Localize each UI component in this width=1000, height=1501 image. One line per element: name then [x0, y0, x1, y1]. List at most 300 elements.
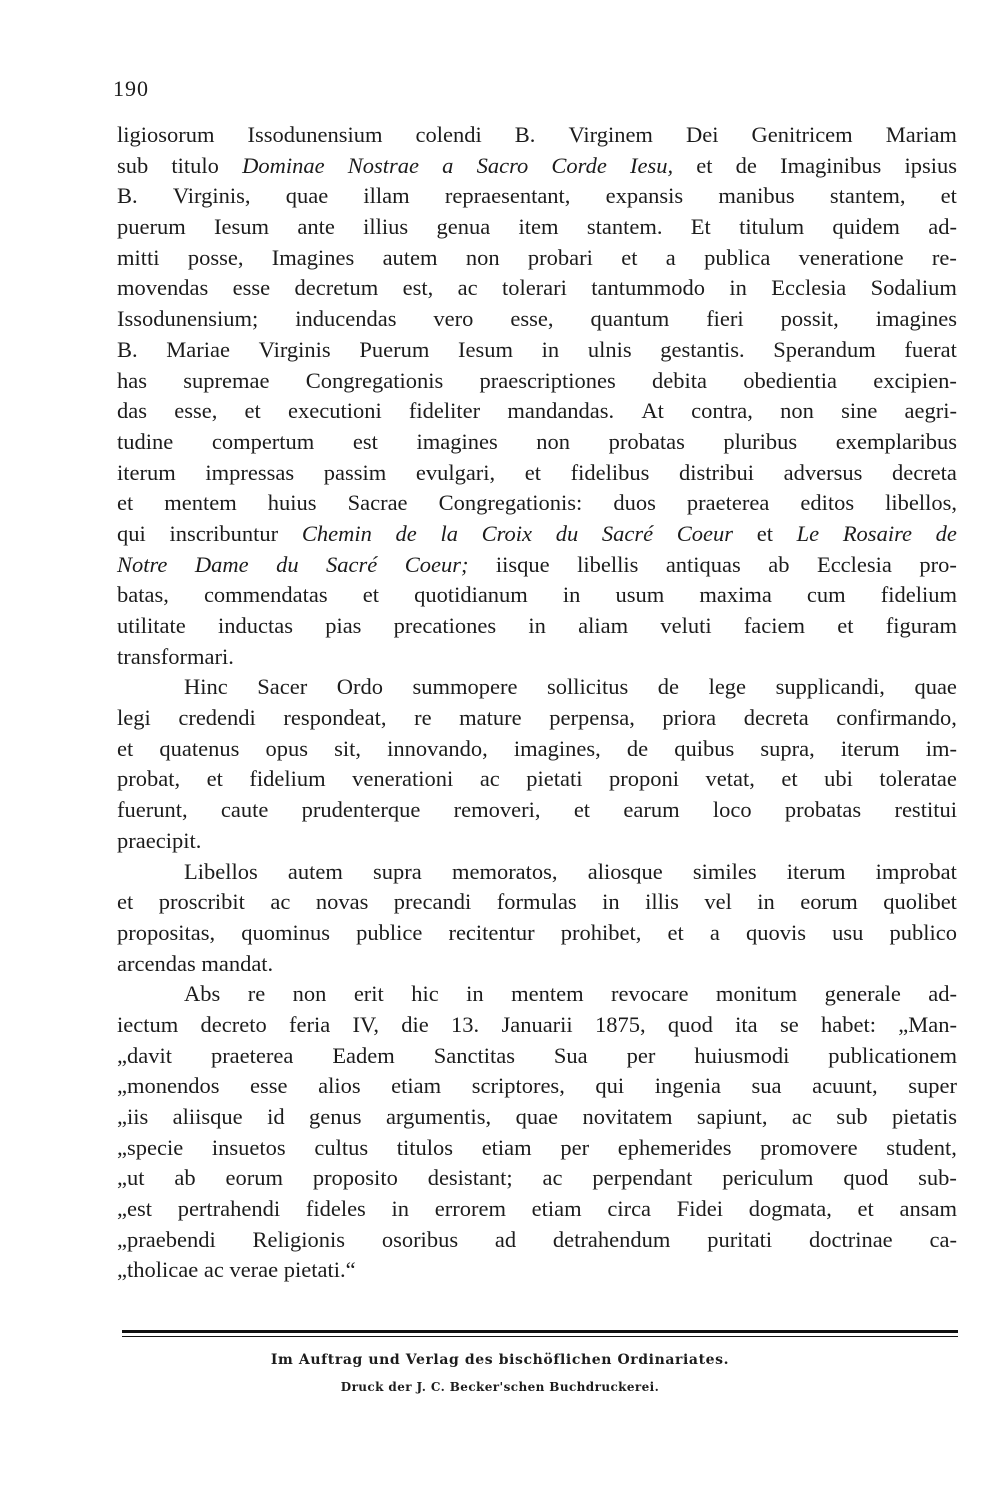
- word: et: [524, 459, 542, 485]
- word: quibus: [674, 735, 735, 761]
- word: Rosaire: [842, 520, 912, 546]
- word: decretum: [294, 275, 379, 301]
- word: cum: [806, 582, 846, 608]
- word: puritati: [707, 1226, 773, 1252]
- text-line: [117, 488, 957, 519]
- word: tolerari: [501, 275, 567, 301]
- word: huiusmodi: [694, 1042, 790, 1068]
- word: osoribus: [381, 1226, 459, 1252]
- text-line: [117, 120, 957, 151]
- body-text: [117, 120, 957, 1286]
- word: generale: [824, 981, 901, 1007]
- word: ligiosorum: [117, 122, 215, 147]
- word: fidelium: [880, 582, 957, 608]
- word: credendi: [178, 705, 256, 731]
- word: Mariae: [166, 336, 231, 362]
- word: Januarii: [501, 1011, 573, 1037]
- word: super: [908, 1073, 957, 1099]
- word: puerum: [117, 214, 186, 240]
- word: Imagines: [271, 244, 355, 270]
- word: sub-: [918, 1165, 957, 1191]
- text-line: [117, 703, 957, 734]
- word: autem: [382, 244, 438, 270]
- footer-rule-thin: [122, 1336, 958, 1337]
- word: in: [602, 889, 620, 915]
- word: quominus: [241, 919, 330, 945]
- word: sua: [751, 1073, 782, 1099]
- word: „specie: [117, 1134, 184, 1160]
- word: la: [440, 520, 458, 546]
- word: hic: [411, 981, 439, 1007]
- word: ac: [479, 766, 500, 792]
- word: iisque: [495, 551, 550, 577]
- word: evulgari,: [415, 459, 496, 485]
- word: imagines: [875, 306, 957, 332]
- word: et: [667, 919, 684, 945]
- word: Le: [796, 520, 820, 546]
- word: mentem: [164, 490, 237, 516]
- word: ac: [270, 889, 291, 915]
- word: praeterea: [686, 490, 770, 516]
- text-line: [117, 273, 957, 304]
- word: Issodunensium: [247, 122, 383, 147]
- text-line: [117, 458, 957, 489]
- word: alios: [318, 1073, 361, 1099]
- word: ad-: [928, 214, 957, 240]
- text-line: [117, 151, 957, 182]
- word: „praebendi: [117, 1226, 216, 1252]
- word: fideles: [305, 1196, 366, 1222]
- word: ca-: [929, 1226, 957, 1252]
- word: publicationem: [828, 1042, 957, 1068]
- word: errorem: [434, 1196, 506, 1222]
- word: autem: [287, 858, 343, 884]
- word: has: [117, 367, 147, 393]
- word: decreto: [200, 1011, 267, 1037]
- word: iterum: [786, 858, 846, 884]
- word: in: [466, 981, 484, 1007]
- text-line: [117, 795, 957, 826]
- word: Congregationis: [305, 367, 444, 393]
- text-line: [117, 857, 957, 888]
- word: Sacrae: [347, 490, 408, 516]
- word: et: [244, 398, 261, 424]
- word: Coeur;: [404, 551, 469, 577]
- word: et: [117, 490, 134, 516]
- text-line: [117, 887, 957, 918]
- text-line: [117, 181, 957, 212]
- word: quantum: [590, 306, 670, 332]
- word: fidelium: [249, 766, 326, 792]
- word: editos: [800, 490, 855, 516]
- word: ab: [768, 551, 790, 577]
- word: quotidianum: [414, 582, 528, 608]
- word: stantem.: [586, 214, 663, 240]
- word: 13.: [451, 1011, 480, 1037]
- word: B.: [117, 336, 138, 362]
- word: impressas: [205, 459, 295, 485]
- word: et: [573, 797, 591, 823]
- word: distribui: [679, 459, 755, 485]
- word: confirmando,: [836, 705, 957, 731]
- word: a: [665, 244, 676, 270]
- word: loco: [712, 797, 752, 823]
- word: etiam: [391, 1073, 442, 1099]
- word: proposito: [312, 1165, 398, 1191]
- word: de: [735, 152, 757, 178]
- word: fieri: [706, 306, 744, 332]
- word: argumentis,: [385, 1104, 492, 1129]
- word: mitti: [117, 244, 160, 270]
- text-line: [117, 918, 957, 949]
- word: decreta: [743, 705, 809, 731]
- word: Coeur: [676, 520, 734, 546]
- word: du: [555, 520, 579, 546]
- word: supplicandi,: [775, 674, 885, 700]
- word: passim: [323, 459, 387, 485]
- word: quovis: [745, 919, 806, 945]
- word: desistant;: [427, 1165, 513, 1191]
- word: aegri-: [904, 398, 957, 424]
- word: inductas: [217, 613, 293, 638]
- word: re-: [931, 244, 957, 270]
- word: ac: [542, 1165, 563, 1191]
- word: periculum: [722, 1165, 814, 1191]
- word: Sua: [553, 1042, 588, 1068]
- word: restitui: [894, 797, 957, 823]
- word: publica: [704, 244, 771, 270]
- word: libellis: [577, 551, 639, 577]
- word: Genitricem: [751, 122, 853, 147]
- word: ansam: [899, 1196, 957, 1222]
- word: a: [709, 919, 720, 945]
- text-line: [117, 979, 957, 1010]
- word: etiam: [531, 1196, 582, 1222]
- word: a: [442, 152, 454, 178]
- word: circa: [607, 1196, 652, 1222]
- word: Ecclesia: [816, 551, 892, 577]
- word: Nostrae: [347, 152, 420, 178]
- word: Notre: [117, 551, 168, 577]
- word: mentem: [511, 981, 584, 1007]
- word: maxima: [699, 582, 772, 608]
- word: usum: [615, 582, 665, 608]
- word: summopere: [412, 674, 518, 700]
- word: quae: [285, 183, 329, 209]
- word: sollicitus: [547, 674, 629, 700]
- word: erit: [353, 981, 384, 1007]
- word: detrahendum: [552, 1226, 671, 1252]
- word: ac: [457, 275, 478, 301]
- word: arcendas: [117, 950, 196, 976]
- word: et: [696, 152, 713, 178]
- word: earum: [623, 797, 680, 823]
- word: quae: [515, 1104, 559, 1129]
- word: „ut: [117, 1165, 145, 1191]
- text-line: [117, 672, 957, 703]
- word: transformari.: [117, 643, 234, 669]
- word: esse,: [510, 306, 554, 332]
- word: Eadem: [332, 1042, 395, 1068]
- word: quae: [914, 674, 957, 700]
- word: opus: [265, 735, 308, 761]
- word: Abs: [184, 981, 221, 1007]
- word: in: [528, 613, 546, 638]
- word: IV,: [352, 1011, 379, 1037]
- text-line: [117, 1255, 957, 1286]
- word: eorum: [800, 889, 858, 915]
- word: per: [560, 1134, 590, 1160]
- word: et: [756, 520, 773, 546]
- word: Fidei: [676, 1196, 724, 1222]
- word: insuetos: [211, 1134, 286, 1160]
- word: esse,: [174, 398, 218, 424]
- word: supra: [373, 858, 422, 884]
- word: et: [362, 582, 379, 608]
- word: non: [536, 428, 571, 454]
- word: Iesum: [214, 214, 270, 240]
- word: Sanctitas: [433, 1042, 515, 1068]
- word: iterum: [840, 735, 900, 761]
- word: fuerat: [904, 336, 957, 362]
- word: se: [779, 1011, 799, 1037]
- word: fideliter: [408, 398, 481, 424]
- word: ephemerides: [617, 1134, 732, 1160]
- word: aliisque: [172, 1104, 243, 1129]
- word: formulas: [496, 889, 577, 915]
- word: non: [292, 981, 327, 1007]
- word: faciem: [743, 613, 806, 638]
- word: ad-: [928, 981, 957, 1007]
- word: Issodunensium;: [117, 306, 259, 332]
- word: Hinc: [184, 674, 228, 700]
- word: Iesu,: [629, 152, 674, 178]
- word: in: [391, 1196, 410, 1222]
- word: possit,: [780, 306, 839, 332]
- word: pro-: [919, 551, 957, 577]
- word: dogmata,: [748, 1196, 832, 1222]
- text-line: [117, 335, 957, 366]
- word: pias: [325, 613, 362, 638]
- word: memoratos,: [451, 858, 558, 884]
- word: fidelibus: [570, 459, 650, 485]
- word: et: [621, 244, 638, 270]
- word: quidem: [832, 214, 900, 240]
- text-line: [117, 366, 957, 397]
- word: habet:: [820, 1011, 876, 1037]
- word: lege: [708, 674, 747, 700]
- text-line: [117, 1225, 957, 1256]
- word: Sacro: [476, 152, 529, 178]
- word: vetat,: [705, 766, 755, 792]
- text-line: [117, 1194, 957, 1225]
- word: tantummodo: [591, 275, 706, 301]
- word: respondeat,: [283, 705, 387, 731]
- word: removeri,: [453, 797, 541, 823]
- word: improbat: [875, 858, 957, 884]
- word: huius: [267, 490, 317, 516]
- word: ipsius: [904, 152, 957, 178]
- word: exemplaribus: [835, 428, 957, 454]
- word: doctrinae: [808, 1226, 893, 1252]
- word: „davit: [117, 1042, 172, 1068]
- word: quod: [667, 1011, 713, 1037]
- word: die: [401, 1011, 429, 1037]
- word: „Man-: [898, 1011, 957, 1037]
- word: sine: [841, 398, 878, 424]
- text-line: [117, 1010, 957, 1041]
- word: cultus: [314, 1134, 369, 1160]
- word: sub: [836, 1104, 868, 1129]
- word: innovando,: [387, 735, 488, 761]
- word: Iesum: [457, 336, 513, 362]
- word: Virginis,: [172, 183, 251, 209]
- text-line: [117, 764, 957, 795]
- imprint-printer: Druck der J. C. Becker'schen Buchdruckerei.: [340, 1380, 660, 1394]
- text-line: [117, 396, 957, 427]
- word: „est: [117, 1196, 152, 1222]
- word: Sodalium: [870, 275, 957, 301]
- word: ulnis: [587, 336, 632, 362]
- word: novitatem: [582, 1104, 673, 1129]
- word: vel: [704, 889, 732, 915]
- word: Sacer: [257, 674, 308, 700]
- word: tudine: [117, 428, 174, 454]
- word: esse: [232, 275, 271, 301]
- word: pietati: [526, 766, 583, 792]
- word: veneratione: [798, 244, 904, 270]
- word: sub: [117, 152, 149, 178]
- word: propositas,: [117, 919, 216, 945]
- word: prohibet,: [560, 919, 642, 945]
- word: repraesentant,: [444, 183, 571, 209]
- word: et: [206, 766, 223, 792]
- word: et: [781, 766, 798, 792]
- word: titulo: [171, 152, 219, 178]
- word: quolibet: [883, 889, 957, 915]
- word: qui: [595, 1073, 625, 1099]
- word: praeterea: [210, 1042, 294, 1068]
- word: pertrahendi: [177, 1196, 281, 1222]
- word: utilitate: [117, 613, 186, 638]
- word: qui: [117, 520, 146, 546]
- word: et: [940, 183, 957, 209]
- word: contra,: [691, 398, 753, 424]
- word: Sacré: [326, 551, 378, 577]
- word: Virginem: [568, 122, 653, 147]
- word: genus: [309, 1104, 362, 1129]
- word: adversus: [783, 459, 863, 485]
- word: ita: [735, 1011, 758, 1037]
- word: ac: [791, 1104, 812, 1129]
- word: publice: [356, 919, 423, 945]
- word: Et: [690, 214, 711, 240]
- word: venerationi: [352, 766, 454, 792]
- word: ad: [494, 1226, 517, 1252]
- word: inscribuntur: [169, 520, 279, 546]
- word: gestantis.: [660, 336, 745, 362]
- word: ab: [174, 1165, 196, 1191]
- word: Congregationis:: [438, 490, 583, 516]
- word: ante: [297, 214, 335, 240]
- word: feria: [289, 1011, 331, 1037]
- word: proscribit: [158, 889, 245, 915]
- word: Corde: [551, 152, 607, 178]
- word: de: [657, 674, 680, 700]
- word: duos: [613, 490, 656, 516]
- word: probatas: [608, 428, 685, 454]
- word: debita: [651, 367, 707, 393]
- text-line: [117, 1102, 957, 1133]
- word: das: [117, 398, 147, 424]
- word: Sacré: [601, 520, 654, 546]
- word: titulum: [739, 214, 805, 240]
- word: priora: [662, 705, 717, 731]
- word: iectum: [117, 1011, 179, 1037]
- word: praescriptiones: [479, 367, 616, 393]
- word: perpensa,: [549, 705, 635, 731]
- word: „tholicae: [117, 1257, 199, 1283]
- word: acuunt,: [812, 1073, 878, 1099]
- word: in: [562, 582, 581, 608]
- word: decreta: [891, 459, 957, 485]
- word: figuram: [885, 613, 957, 638]
- word: et: [837, 613, 854, 638]
- word: et: [857, 1196, 874, 1222]
- word: id: [267, 1104, 285, 1129]
- word: veluti: [660, 613, 712, 638]
- word: Ordo: [336, 674, 383, 700]
- word: executioni: [287, 398, 382, 424]
- word: aliosque: [587, 858, 663, 884]
- word: mature: [459, 705, 522, 731]
- word: „iis: [117, 1104, 149, 1129]
- word: similes: [692, 858, 757, 884]
- word: non: [465, 244, 500, 270]
- word: sit,: [334, 735, 362, 761]
- word: in: [541, 336, 560, 362]
- word: fuerunt,: [117, 797, 188, 823]
- word: promovere: [760, 1134, 858, 1160]
- word: mandandas.: [507, 398, 615, 424]
- word: ubi: [824, 766, 853, 792]
- word: antiquas: [665, 551, 741, 577]
- word: commendatas: [203, 582, 328, 608]
- text-line: [117, 212, 957, 243]
- word: pluribus: [723, 428, 798, 454]
- word: supra,: [760, 735, 815, 761]
- word: item: [518, 214, 559, 240]
- word: proponi: [609, 766, 680, 792]
- word: batas,: [117, 582, 169, 608]
- word: colendi: [415, 122, 482, 147]
- word: illius: [363, 214, 409, 240]
- word: toleratae: [879, 766, 957, 792]
- word: „monendos: [117, 1073, 220, 1099]
- word: Sperandum: [773, 336, 876, 362]
- word: Dei: [685, 122, 719, 147]
- footer-rule-thick: [122, 1330, 958, 1333]
- word: B.: [117, 183, 138, 209]
- text-line: [117, 243, 957, 274]
- word: Virginis: [258, 336, 331, 362]
- word: Religionis: [252, 1226, 346, 1252]
- word: probat,: [117, 766, 181, 792]
- word: im-: [925, 735, 957, 761]
- word: posse,: [187, 244, 244, 270]
- word: probatas: [784, 797, 862, 823]
- word: ac: [203, 1257, 224, 1283]
